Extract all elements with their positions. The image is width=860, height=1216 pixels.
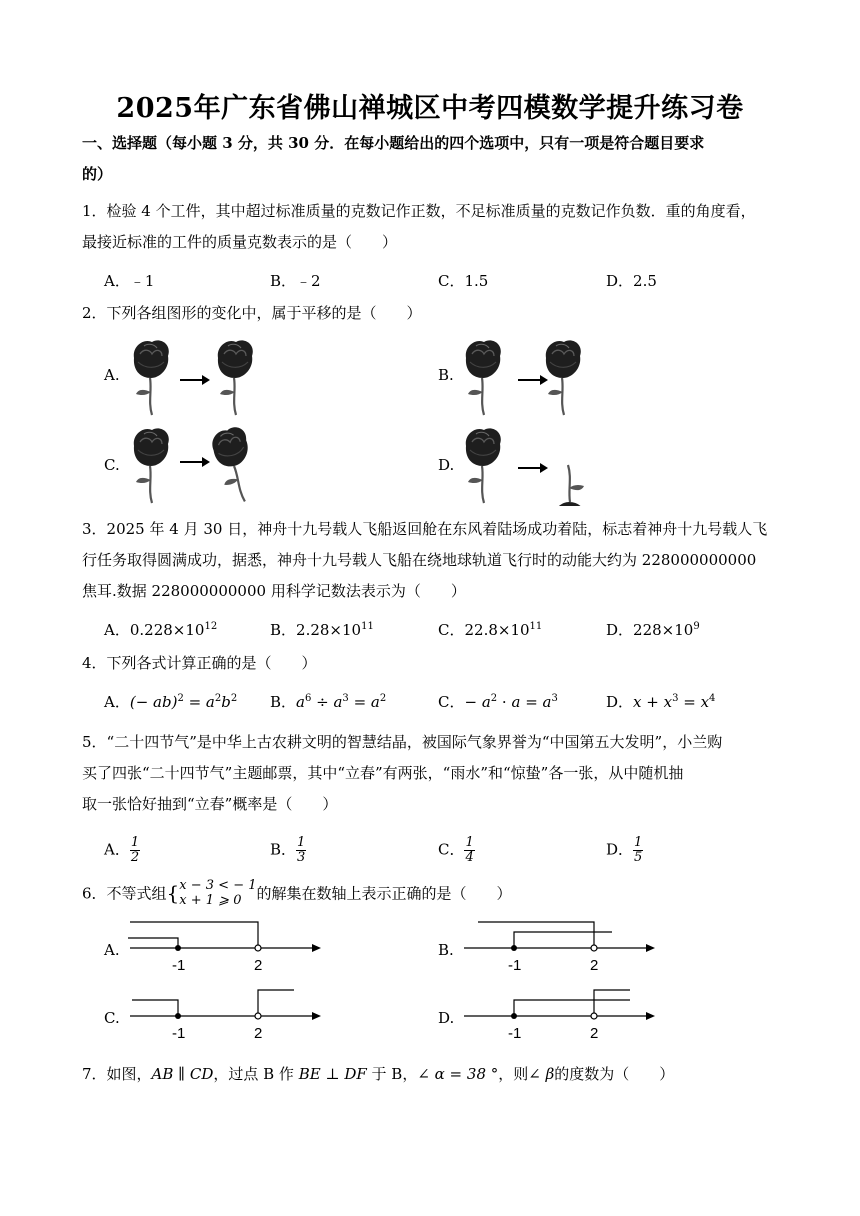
q6-label-a[interactable]: A. [104,941,120,959]
q6-numberline-b [460,918,660,976]
q1-option-b[interactable]: B．﹣2 [270,272,321,290]
q5-options [104,836,804,870]
q7-part4: 于 B， [366,1065,418,1083]
q2-figure-c [130,426,280,506]
q6-prefix: 6．不等式组 [82,884,167,903]
q3-option-a[interactable]: A．$0.228\times 10^{12}$ [104,621,218,639]
q4-option-a[interactable]: A．(− $ab)^2 = a^2b^2$ [104,693,238,711]
section-heading [82,128,782,190]
q6-label-b[interactable]: B. [438,941,454,959]
q5-option-d[interactable]: D． $\frac{1}{5}$ [606,835,643,865]
q6-ineq1: x − 3 < − 1 [179,878,257,893]
q1-line2: 最接近标准的工件的质量克数表示的是（ ） [82,233,398,251]
q2-label-c[interactable]: C. [104,456,120,474]
q4-option-d[interactable]: D．$x + x^3 = x^4$ [606,693,716,711]
question-1 [82,196,782,258]
q1-option-d[interactable]: D．2.5 [606,272,657,290]
q5-line1: 5．“二十四节气”是中华上古农耕文明的智慧结晶，被国际气象界誉为“中国第五大发明”，小兰购 [82,733,723,751]
q2-figure-a [130,338,280,418]
question-4 [82,648,782,679]
q6-b-tick-left: -1 [508,957,522,974]
q6-numberline-c [126,986,326,1044]
section-heading-line2: 的） [82,165,113,183]
section-heading-line1: 一、选择题（每小题 3 分，共 30 分．在每小题给出的四个选项中，只有一项是符合题目要求 [82,134,705,152]
q5-line3: 取一张恰好抽到“立春”概率是（ ） [82,795,338,813]
q3-options [104,619,804,643]
q2-figure-d [462,426,612,506]
q1-line1: 1．检验 4 个工件，其中超过标准质量的克数记作正数，不足标准质量的克数记作负数．重的角度看， [82,202,756,220]
q6-ineq2: x + 1 ⩾ 0 [179,893,242,908]
q7-part8: 的度数为（ ） [554,1065,675,1083]
q7-part7: ∠ β [528,1065,555,1083]
q5-line2: 买了四张“二十四节气”主题邮票，其中“立春”有两张，“雨水”和“惊蛰”各一张，从中随机抽 [82,764,684,782]
question-6: 6．不等式组{ x − 3 < − 1 x + 1 ⩾ 0 的解集在数轴上表示正确的是（ ） [82,878,512,908]
q2-figure-b [462,338,612,418]
q6-c-tick-right: 2 [254,1025,263,1042]
q1-option-c[interactable]: C．1.5 [438,272,489,290]
q2-line1: 2．下列各组图形的变化中，属于平移的是（ ） [82,304,422,322]
q4-option-c[interactable]: C．− $a^2 \cdot a = a^3$ [438,693,558,711]
q7-part3: BE ⊥ DF [298,1065,367,1083]
question-7 [82,1063,674,1084]
q3-option-c[interactable]: C．$22.8\times 10^{11}$ [438,621,543,639]
q5-option-c[interactable]: C． $\frac{1}{4}$ [438,835,474,865]
question-5 [82,727,782,820]
q2-label-a[interactable]: A. [104,366,120,384]
q6-label-d[interactable]: D. [438,1009,455,1027]
q6-a-tick-left: -1 [172,957,186,974]
q6-c-tick-left: -1 [172,1025,186,1042]
q3-option-d[interactable]: D．$228\times 10^9$ [606,621,700,639]
q3-line3: 焦耳.数据 228000000000 用科学记数法表示为（ ） [82,582,466,600]
q6-b-tick-right: 2 [590,957,599,974]
q1-options [104,270,804,294]
q4-line1: 4．下列各式计算正确的是（ ） [82,654,317,672]
q7-part2: ，过点 B 作 [213,1065,299,1083]
q4-option-b[interactable]: B．$a^6 \div a^3 = a^2$ [270,693,387,711]
q2-label-d[interactable]: D. [438,456,455,474]
question-2 [82,298,782,329]
q3-option-b[interactable]: B．$2.28\times 10^{11}$ [270,621,374,639]
q7-part1: AB ∥ CD [151,1065,214,1083]
page-title: 2025年广东省佛山禅城区中考四模数学提升练习卷 [116,93,744,124]
q1-option-a[interactable]: A．﹣1 [104,272,155,290]
q6-suffix: 的解集在数轴上表示正确的是（ ） [256,884,512,903]
q2-label-b[interactable]: B. [438,366,454,384]
q7-part6: ，则 [498,1065,529,1083]
q7-prefix: 7．如图， [82,1065,152,1083]
q6-numberline-d [460,986,660,1044]
q6-d-tick-left: -1 [508,1025,522,1042]
q6-numberline-a [126,918,326,976]
q6-d-tick-right: 2 [590,1025,599,1042]
question-3 [82,514,782,607]
q4-options [104,691,804,715]
q5-option-a[interactable]: A． $\frac{1}{2}$ [104,835,140,865]
q3-line2: 行任务取得圆满成功，据悉，神舟十九号载人飞船在绕地球轨道飞行时的动能大约为 228000000000 [82,551,757,569]
q6-a-tick-right: 2 [254,957,263,974]
q3-line1: 3．2025 年 4 月 30 日，神舟十九号载人飞船返回舱在东风着陆场成功着陆，标志着神舟十九号载人飞 [82,520,768,538]
q5-option-b[interactable]: B． $\frac{1}{3}$ [270,835,306,865]
q7-part5: ∠ α = 38 ° [417,1065,499,1083]
q6-label-c[interactable]: C. [104,1009,120,1027]
